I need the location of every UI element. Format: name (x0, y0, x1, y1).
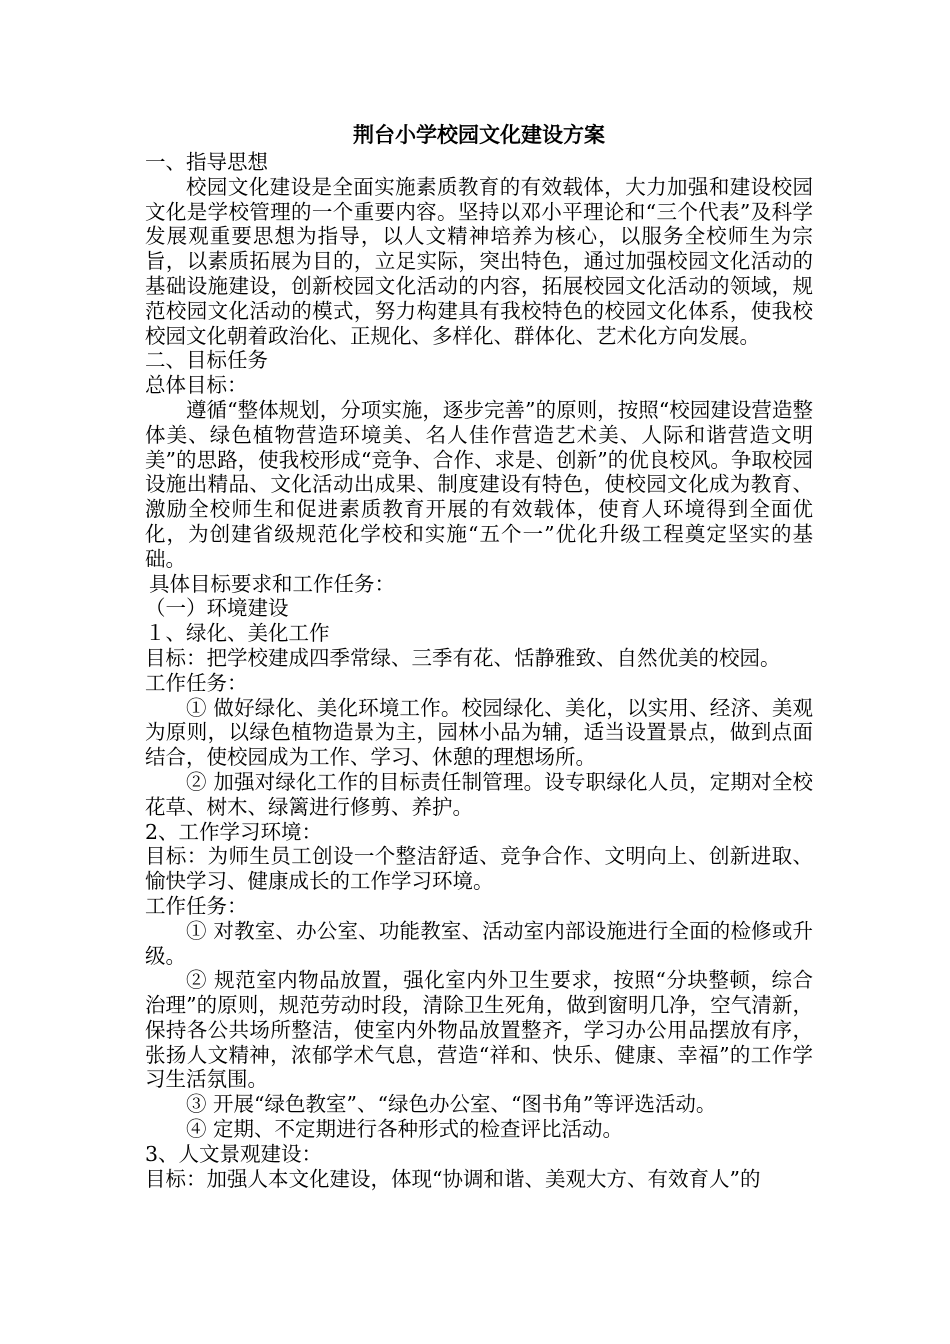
paragraph-guiding-ideology: 校园文化建设是全面实施素质教育的有效载体，大力加强和建设校园文化是学校管理的一个重要内容。坚持以邓小平理论和“三个代表”及科学发展观重要思想为指导，以人文精神培养为核心，以服务全校师生为宗旨，以素质拓展为目的，立足实际，突出特色，通过加强校园文化活动的基础设施建设，创新校园文化活动的内容，拓展校园文化活动的领域，规范校园文化活动的模式，努力构建具有我校特色的校园文化体系，使我校校园文化朝着政治化、正规化、多样化、群体化、艺术化方向发展。 (145, 174, 813, 348)
item-greening: １、绿化、美化工作 (145, 621, 330, 646)
item-work-environment: 2、工作学习环境： (145, 819, 323, 844)
goal-greening: 目标：把学校建成四季常绿、三季有花、恬静雅致、自然优美的校园。 (145, 645, 781, 670)
section-heading-guiding-ideology: 一、指导思想 (145, 150, 268, 174)
paragraph-overall-goal: 遵循“整体规划，分项实施，逐步完善”的原则，按照“校园建设营造整体美、绿色植物营造环境美、名人佳作营造艺术美、人际和谐营造文明美”的思路，使我校形成“竞争、合作、求是、创新”的优良校风。争取校园设施出精品、文化活动出成果、制度建设有特色，使校园文化成为教育、激励全校师生和促进素质教育开展的有效载体，使育人环境得到全面优化，为创建省级规范化学校和实施“五个一”优化升级工程奠定坚实的基础。 (145, 397, 813, 571)
document-title: 荆台小学校园文化建设方案 (353, 122, 605, 147)
task-label-greening: 工作任务： (145, 670, 248, 695)
specific-goal-label: 具体目标要求和工作任务： (149, 571, 395, 596)
task-work-environment-3: ③ 开展“绿色教室”、“绿色办公室、“图书角”等评选活动。 (186, 1092, 717, 1117)
task-work-environment-1: ① 对教室、办公室、功能教室、活动室内部设施进行全面的检修或升级。 (145, 918, 813, 968)
task-work-environment-4: ④ 定期、不定期进行各种形式的检查评比活动。 (186, 1117, 624, 1142)
task-work-environment-2: ② 规范室内物品放置，强化室内外卫生要求，按照“分块整顿，综合治理”的原则，规范劳动时段，清除卫生死角，做到窗明几净，空气清新，保持各公共场所整洁，使室内外物品放置整齐，学习办公用品摆放有序，张扬人文精神，浓郁学术气息，营造“祥和、快乐、健康、幸福”的工作学习生活氛围。 (145, 968, 813, 1092)
task-greening-2: ② 加强对绿化工作的目标责任制管理。设专职绿化人员，定期对全校花草、树木、绿篱进行修剪、养护。 (145, 769, 813, 819)
section-heading-goals: 二、目标任务 (145, 348, 268, 373)
task-greening-1: ① 做好绿化、美化环境工作。校园绿化、美化，以实用、经济、美观为原则，以绿色植物造景为主，园林小品为辅，适当设置景点，做到点面结合，使校园成为工作、学习、休憩的理想场所。 (145, 695, 813, 770)
overall-goal-label: 总体目标： (145, 373, 248, 398)
goal-work-environment: 目标：为师生员工创设一个整洁舒适、竞争合作、文明向上、创新进取、愉快学习、健康成长的工作学习环境。 (145, 844, 813, 894)
subsection-environment: （一）环境建设 (145, 596, 289, 621)
item-cultural-landscape: 3、人文景观建设： (145, 1141, 323, 1166)
goal-cultural-landscape: 目标：加强人本文化建设，体现“协调和谐、美观大方、有效育人”的 (145, 1166, 761, 1191)
task-label-work-environment: 工作任务： (145, 893, 248, 918)
document-page (145, 120, 813, 1191)
